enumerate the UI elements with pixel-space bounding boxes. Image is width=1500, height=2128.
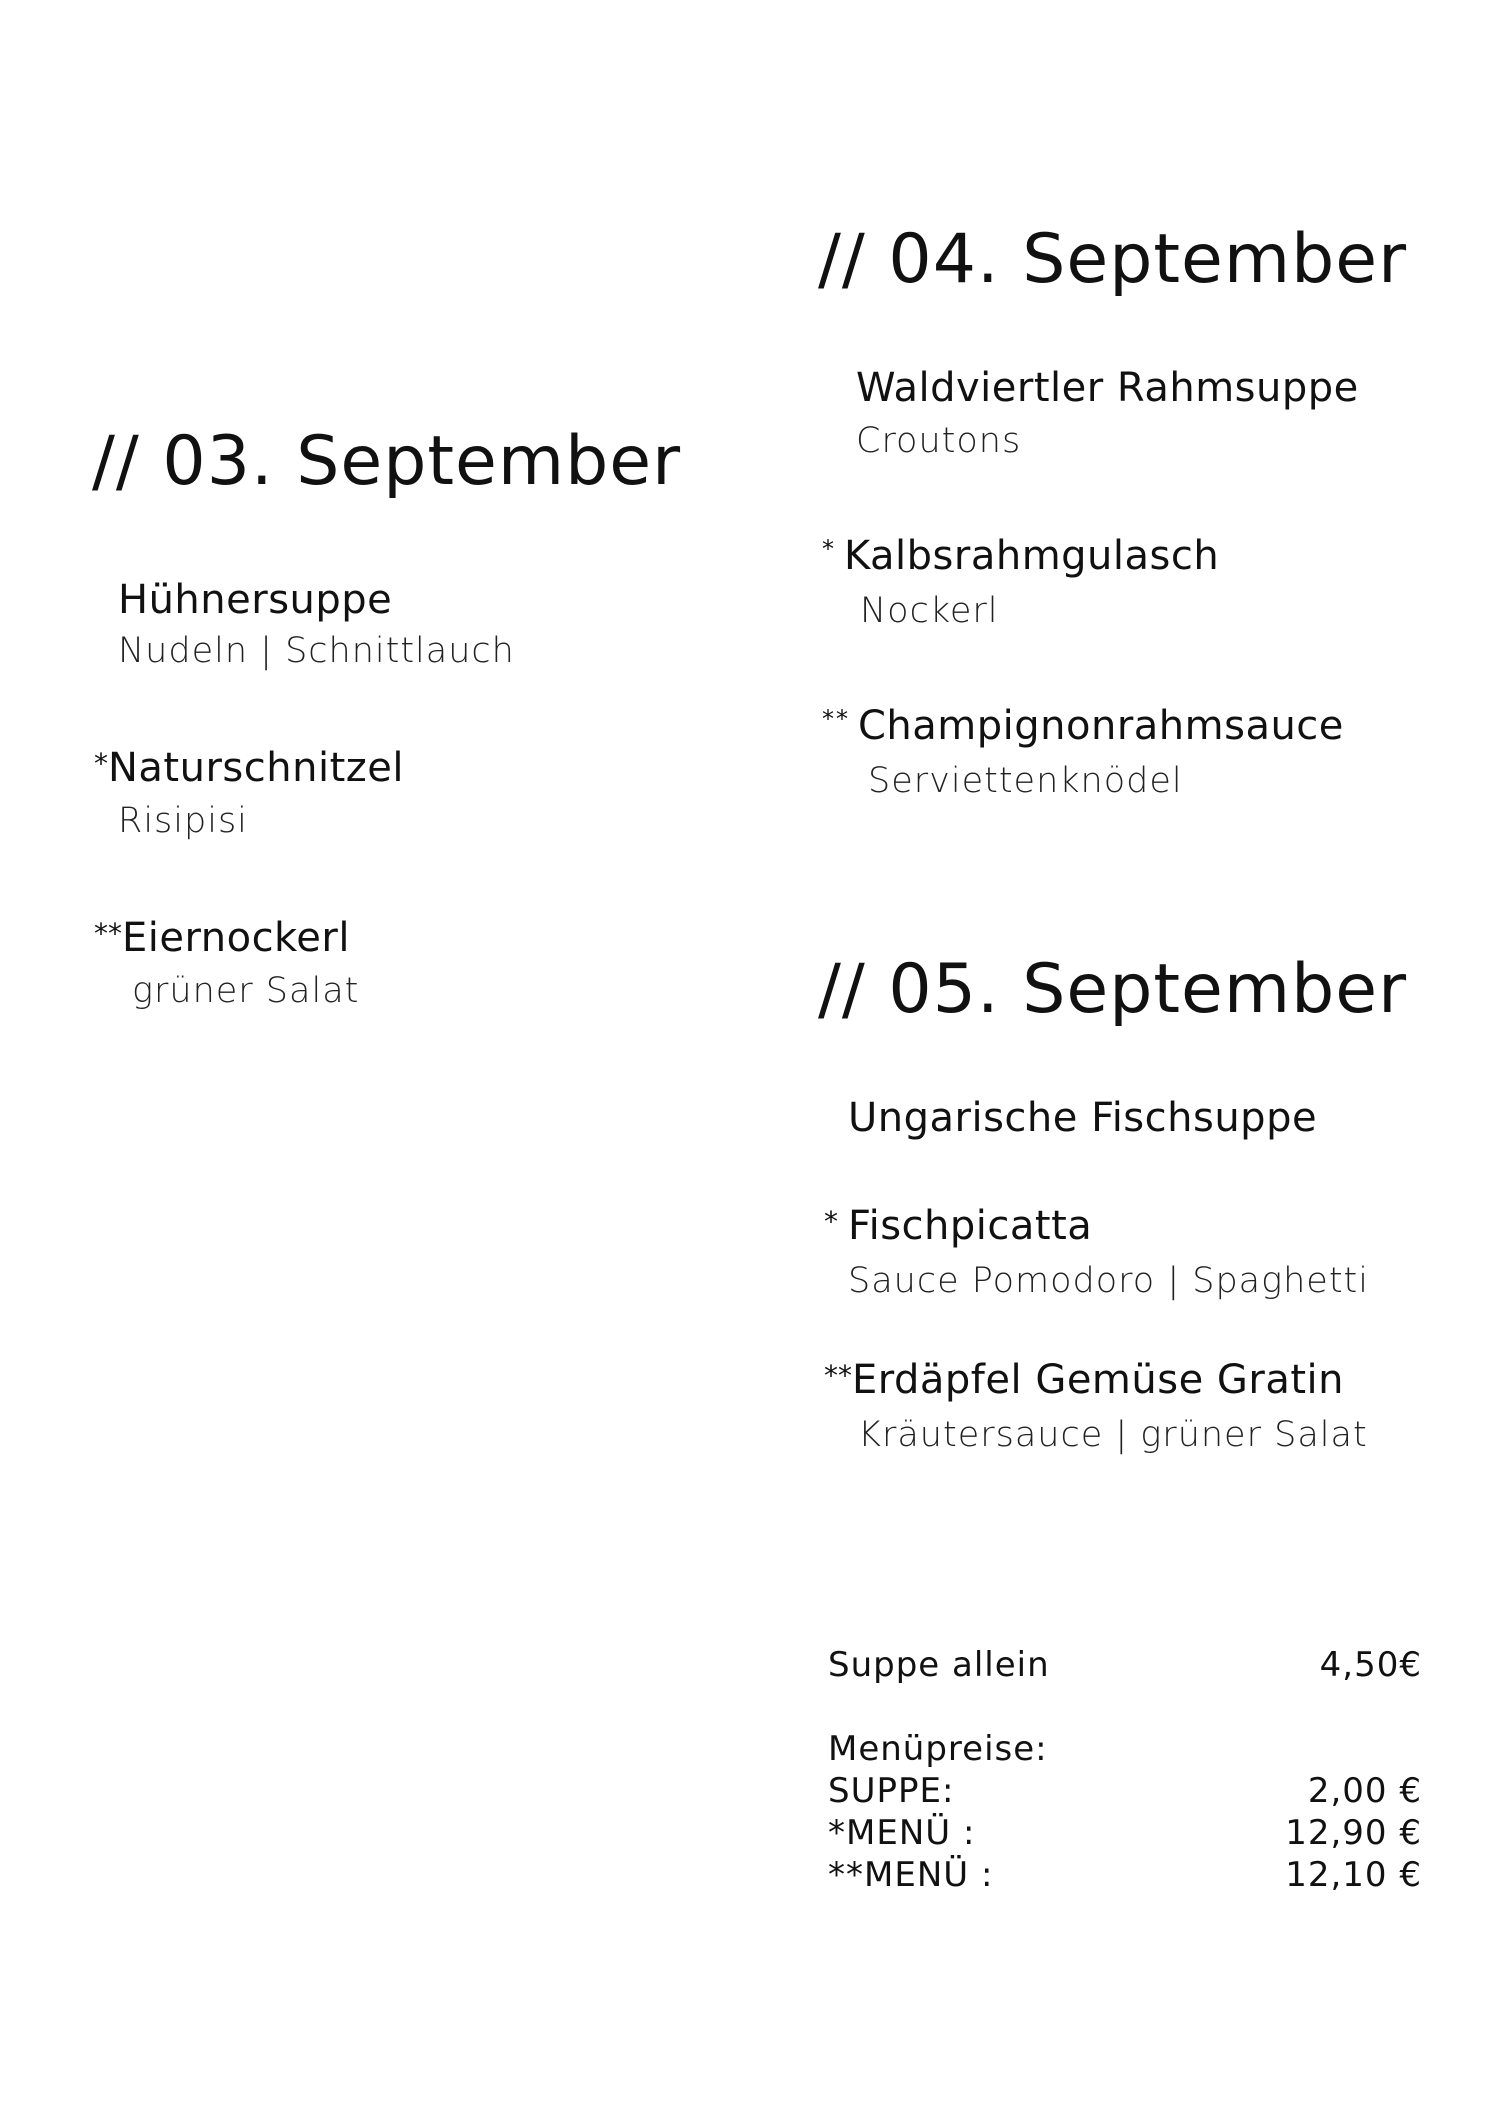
price-soup-alone <box>828 1645 1422 1688</box>
dish-side: Croutons <box>856 421 1022 461</box>
price-value: 12,90 € <box>1285 1813 1422 1853</box>
price-value: 2,00 € <box>1307 1771 1422 1811</box>
dish-entry <box>822 703 1344 749</box>
dish-name: Kalbsrahmgulasch <box>844 533 1220 579</box>
menu-marker: * <box>94 747 108 780</box>
price-value: 12,10 € <box>1285 1855 1422 1895</box>
price-label: Suppe allein <box>828 1645 1050 1685</box>
price-value: 4,50€ <box>1319 1645 1422 1685</box>
dish-name: Eiernockerl <box>122 915 350 961</box>
day-heading-05-september: // 05. September <box>818 950 1408 1029</box>
day-heading-04-september: // 04. September <box>818 220 1408 299</box>
dish-name: Naturschnitzel <box>108 745 404 791</box>
dish-entry <box>824 1203 1093 1249</box>
dish-entry <box>94 915 350 961</box>
dish-side: Sauce Pomodoro | Spaghetti <box>848 1261 1370 1301</box>
menu-marker: ** <box>824 1359 852 1392</box>
dish-side: Risipisi <box>118 801 248 841</box>
price-label: SUPPE: <box>828 1771 955 1811</box>
menu-marker: * <box>824 1205 838 1238</box>
dish-entry <box>824 1357 1345 1403</box>
dish-entry <box>822 533 1220 579</box>
dish-name: Hühnersuppe <box>118 577 393 623</box>
menu-marker: * <box>822 535 836 563</box>
price-row-menu-1 <box>828 1813 1422 1856</box>
dish-side: Serviettenknödel <box>868 761 1183 801</box>
menu-marker: ** <box>94 917 122 950</box>
dish-side: Nockerl <box>860 591 999 631</box>
dish-name: Champignonrahmsauce <box>858 703 1344 749</box>
dish-name: Ungarische Fischsuppe <box>848 1095 1318 1141</box>
dish-entry <box>94 745 404 791</box>
dish-name: Waldviertler Rahmsuppe <box>856 365 1359 411</box>
dish-name: Fischpicatta <box>848 1203 1093 1249</box>
price-row-suppe <box>828 1771 1422 1814</box>
menu-marker: ** <box>822 705 850 733</box>
day-heading-03-september: // 03. September <box>92 422 682 501</box>
price-row-menu-2 <box>828 1855 1422 1898</box>
price-label: *MENÜ : <box>828 1813 976 1853</box>
dish-name: Erdäpfel Gemüse Gratin <box>852 1357 1345 1403</box>
dish-side: Nudeln | Schnittlauch <box>118 631 515 671</box>
menu-prices-heading: Menüpreise: <box>828 1729 1048 1769</box>
dish-side: grüner Salat <box>132 971 360 1011</box>
dish-side: Kräutersauce | grüner Salat <box>858 1415 1368 1455</box>
price-label: **MENÜ : <box>828 1855 994 1895</box>
